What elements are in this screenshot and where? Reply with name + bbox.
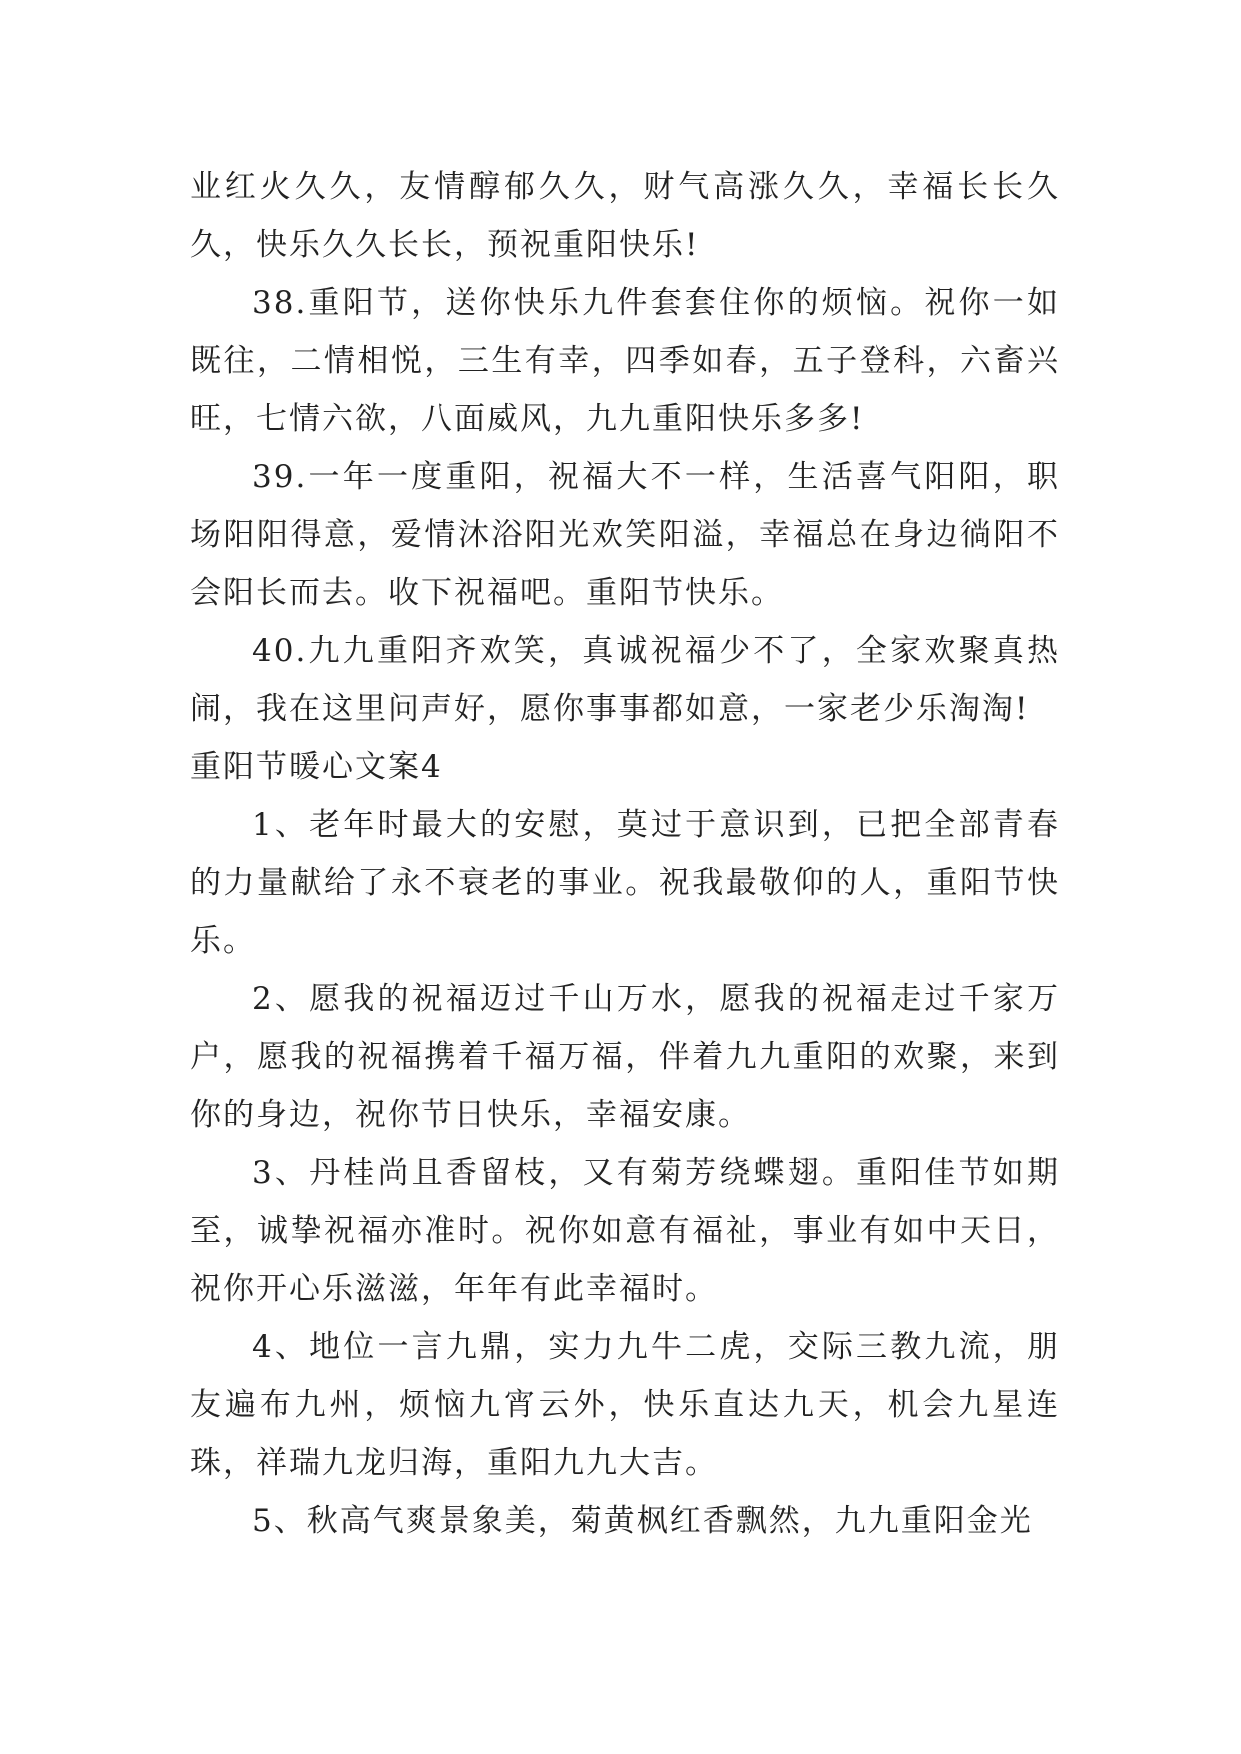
- paragraph-39: 39.一年一度重阳，祝福大不一样，生活喜气阳阳，职场阳阳得意，爱情沐浴阳光欢笑阳溢，幸福总在身边徜阳不会阳长而去。收下祝福吧。重阳节快乐。: [190, 459, 1060, 611]
- section-title: 重阳节暖心文案4: [190, 749, 443, 785]
- document-body: [190, 158, 1060, 1550]
- paragraph-38: 38.重阳节，送你快乐九件套套住你的烦恼。祝你一如既往，二情相悦，三生有幸，四季如春，五子登科，六畜兴旺，七情六欲，八面威风，九九重阳快乐多多!: [190, 285, 1060, 437]
- paragraph-40: 40.九九重阳齐欢笑，真诚祝福少不了，全家欢聚真热闹，我在这里问声好，愿你事事都如意，一家老少乐淘淘!: [190, 633, 1060, 727]
- item-1: 1、老年时最大的安慰，莫过于意识到，已把全部青春的力量献给了永不衰老的事业。祝我最敬仰的人，重阳节快乐。: [190, 807, 1060, 959]
- paragraph-continued: 业红火久久，友情醇郁久久，财气高涨久久，幸福长长久久，快乐久久长长，预祝重阳快乐!: [190, 169, 1060, 263]
- item-3: 3、丹桂尚且香留枝，又有菊芳绕蝶翅。重阳佳节如期至，诚挚祝福亦准时。祝你如意有福祉，事业有如中天日，祝你开心乐滋滋，年年有此幸福时。: [190, 1155, 1060, 1307]
- item-4: 4、地位一言九鼎，实力九牛二虎，交际三教九流，朋友遍布九州，烦恼九宵云外，快乐直达九天，机会九星连珠，祥瑞九龙归海，重阳九九大吉。: [190, 1329, 1060, 1481]
- item-5: 5、秋高气爽景象美，菊黄枫红香飘然，九九重阳金光: [252, 1503, 1033, 1539]
- item-2: 2、愿我的祝福迈过千山万水，愿我的祝福走过千家万户，愿我的祝福携着千福万福，伴着九九重阳的欢聚，来到你的身边，祝你节日快乐，幸福安康。: [190, 981, 1060, 1133]
